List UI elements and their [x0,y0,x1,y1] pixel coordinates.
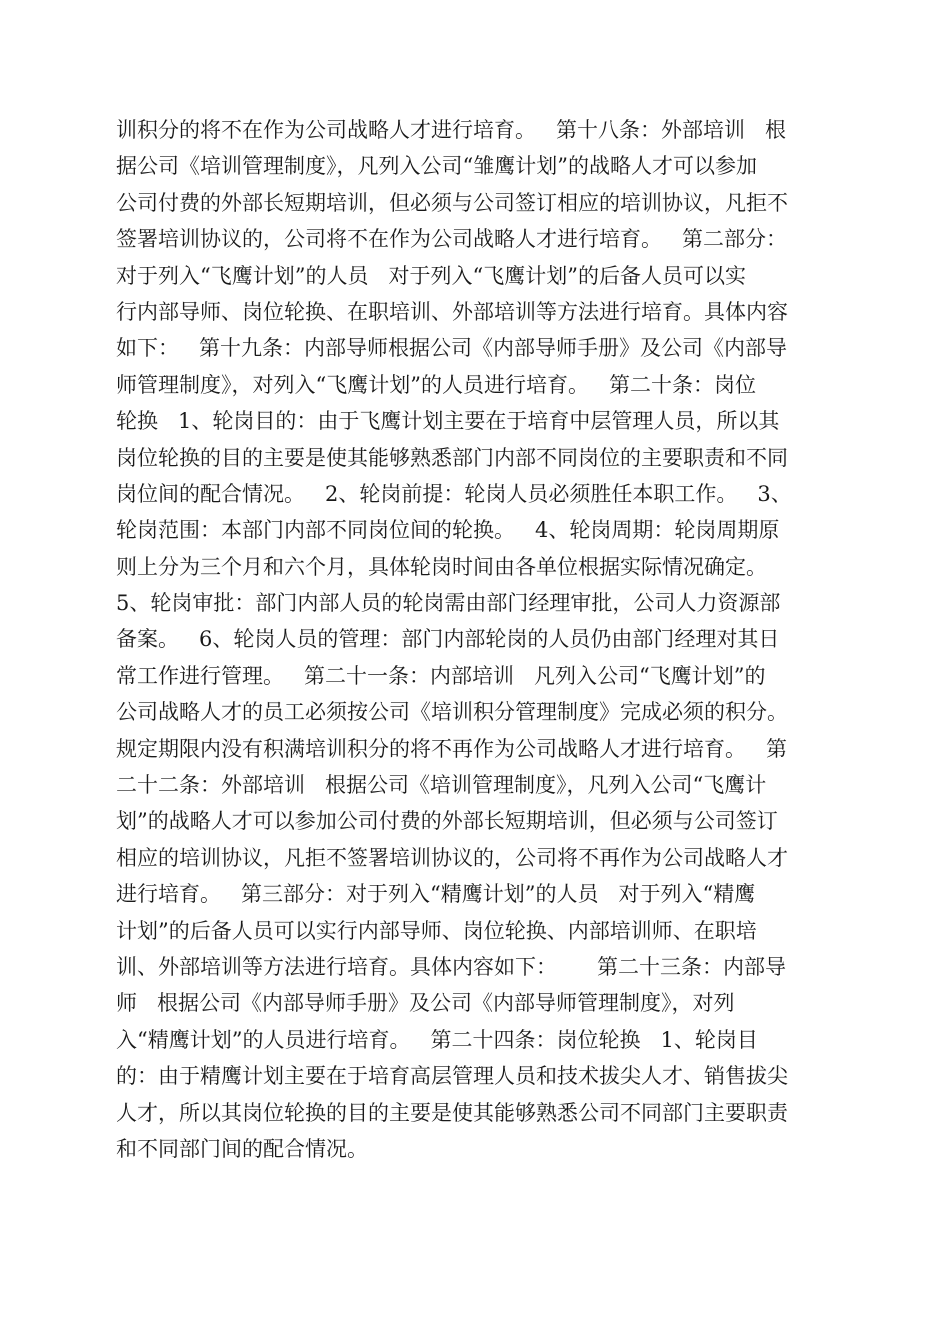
text-line: 常工作进行管理。 第二十一条：内部培训 凡列入公司“飞鹰计划”的 [116,663,766,688]
text-line: 对于列入“飞鹰计划”的人员 对于列入“飞鹰计划”的后备人员可以实 [116,263,746,288]
text-line: 划”的战略人才可以参加公司付费的外部长短期培训，但必须与公司签订 [116,809,778,834]
text-line: 的：由于精鹰计划主要在于培育高层管理人员和技术拔尖人才、销售拔尖 [116,1064,788,1089]
text-line: 公司付费的外部长短期培训，但必须与公司签订相应的培训协议，凡拒不 [116,190,788,215]
text-line: 相应的培训协议，凡拒不签署培训协议的，公司将不再作为公司战略人才 [116,845,788,870]
text-line: 入“精鹰计划”的人员进行培育。 第二十四条：岗位轮换 1、轮岗目 [116,1027,758,1052]
text-line: 如下： 第十九条：内部导师根据公司《内部导师手册》及公司《内部导 [116,336,788,361]
text-line: 轮换 1、轮岗目的：由于飞鹰计划主要在于培育中层管理人员，所以其 [116,409,780,434]
text-line: 岗位轮换的目的主要是使其能够熟悉部门内部不同岗位的主要职责和不同 [116,445,788,470]
text-line: 训、外部培训等方法进行培育。具体内容如下： 第二十三条：内部导 [116,954,787,979]
text-line: 师 根据公司《内部导师手册》及公司《内部导师管理制度》，对列 [116,991,735,1016]
text-line: 进行培育。 第三部分：对于列入“精鹰计划”的人员 对于列入“精鹰 [116,882,756,907]
body-text [116,112,836,1167]
text-line: 和不同部门间的配合情况。 [116,1136,368,1161]
text-line: 二十二条：外部培训 根据公司《培训管理制度》，凡列入公司“飞鹰计 [116,773,767,798]
text-line: 公司战略人才的员工必须按公司《培训积分管理制度》完成必须的积分。 [116,700,788,725]
text-line: 5、轮岗审批：部门内部人员的轮岗需由部门经理审批，公司人力资源部 [116,591,781,616]
text-line: 训积分的将不在作为公司战略人才进行培育。 第十八条：外部培训 根 [116,118,787,142]
text-line: 备案。 6、轮岗人员的管理：部门内部轮岗的人员仍由部门经理对其日 [116,627,780,652]
text-line: 轮岗范围：本部门内部不同岗位间的轮换。 4、轮岗周期：轮岗周期原 [116,518,780,543]
text-line: 规定期限内没有积满培训积分的将不再作为公司战略人才进行培育。 第 [116,736,788,761]
text-line: 行内部导师、岗位轮换、在职培训、外部培训等方法进行培育。具体内容 [116,299,788,324]
text-line: 签署培训协议的，公司将不在作为公司战略人才进行培育。 第二部分： [116,227,788,252]
text-line: 岗位间的配合情况。 2、轮岗前提：轮岗人员必须胜任本职工作。 3、 [116,481,792,506]
text-line: 据公司《培训管理制度》，凡列入公司“雏鹰计划”的战略人才可以参加 [116,154,757,179]
text-line: 则上分为三个月和六个月，具体轮岗时间由各单位根据实际情况确定。 [116,554,767,579]
text-line: 计划”的后备人员可以实行内部导师、岗位轮换、内部培训师、在职培 [116,918,757,943]
text-line: 人才，所以其岗位轮换的目的主要是使其能够熟悉公司不同部门主要职责 [116,1100,788,1125]
text-line: 师管理制度》，对列入“飞鹰计划”的人员进行培育。 第二十条：岗位 [116,372,756,397]
